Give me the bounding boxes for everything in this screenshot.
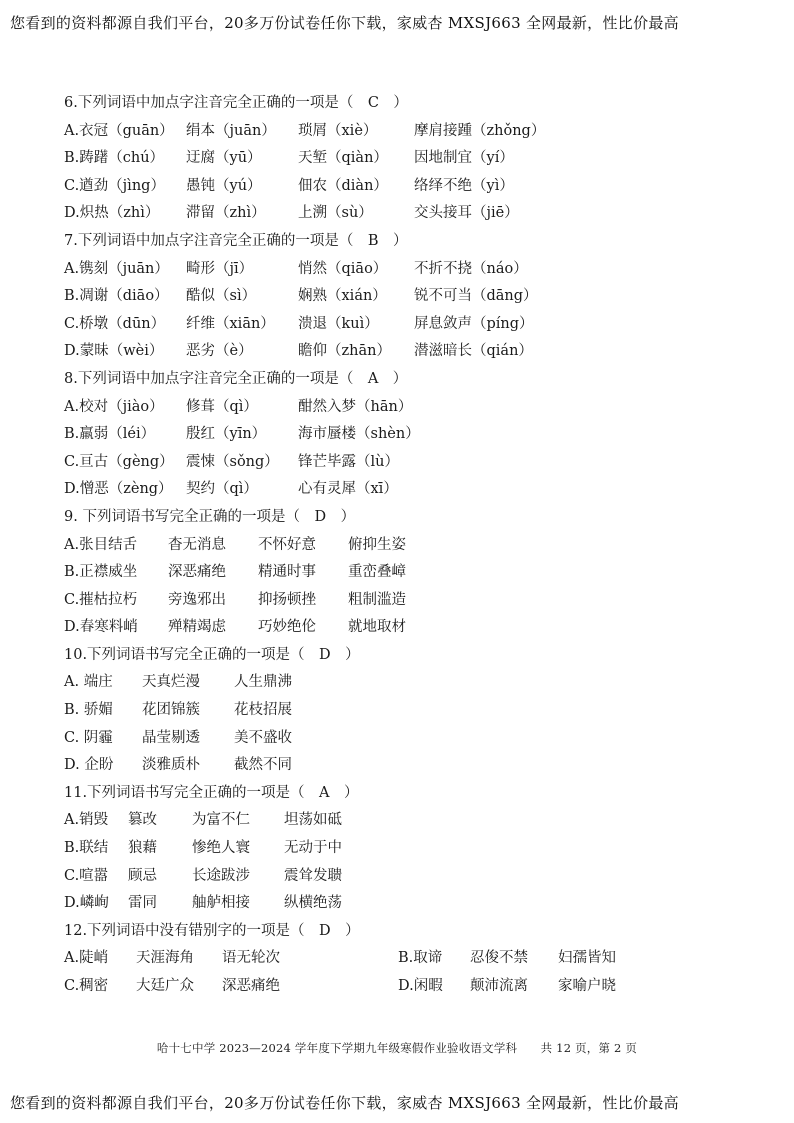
- question-stem: 8.下列词语中加点字注音完全正确的一项是（ A ）: [64, 370, 408, 387]
- option-word: 震耸发聩: [284, 867, 342, 884]
- option-word: 天真烂漫: [142, 674, 200, 691]
- option-word: B.联结: [64, 840, 109, 857]
- option-row: [64, 256, 744, 284]
- option-word: 顾忌: [128, 867, 157, 884]
- option-word: 恶劣（è）: [186, 343, 253, 360]
- option-row: [64, 669, 744, 697]
- option-word: 无动于中: [284, 840, 342, 857]
- option-word: B.踌躇（chú）: [64, 150, 165, 167]
- option-row: [64, 587, 744, 615]
- option-word: 酣然入梦（hān）: [298, 398, 413, 415]
- option-row: [64, 532, 744, 560]
- question-stem: 11.下列词语书写完全正确的一项是（ A ）: [64, 784, 359, 801]
- option-word: 截然不同: [234, 757, 292, 774]
- option-word: A.陡峭: [64, 950, 109, 967]
- option-word: 重峦叠嶂: [348, 564, 406, 581]
- option-word: 畸形（jī）: [186, 260, 254, 277]
- option-word: D.春寒料峭: [64, 619, 138, 636]
- option-word: 海市蜃楼（shèn）: [298, 426, 420, 443]
- option-word: 锐不可当（dāng）: [414, 288, 538, 305]
- option-word: 就地取材: [348, 619, 406, 636]
- option-word: 家喻户晓: [558, 978, 616, 994]
- option-word: 淡雅质朴: [142, 757, 200, 774]
- option-row: [64, 973, 744, 1001]
- option-word: C.喧嚣: [64, 867, 109, 884]
- option-word: 不折不挠（náo）: [414, 260, 528, 277]
- option-word: 忍俊不禁: [470, 950, 528, 967]
- option-row: [64, 421, 744, 449]
- option-word: 心有灵犀（xī）: [298, 481, 398, 498]
- option-word: 迂腐（yū）: [186, 150, 262, 167]
- option-word: 语无轮次: [222, 950, 280, 967]
- question-12: [64, 918, 744, 1001]
- question-stem: 10.下列词语书写完全正确的一项是（ D ）: [64, 646, 360, 663]
- option-word: 天堑（qiàn）: [298, 150, 388, 167]
- option-word: B.羸弱（léi）: [64, 426, 156, 443]
- question-stem: 9. 下列词语书写完全正确的一项是（ D ）: [64, 508, 356, 525]
- option-word: 为富不仁: [192, 812, 250, 829]
- option-word: C.桥墩（dūn）: [64, 315, 166, 332]
- option-word: 殚精竭虑: [168, 619, 226, 636]
- question-list: [64, 90, 744, 1001]
- option-word: D.憎恶（zèng）: [64, 481, 173, 498]
- option-row: [64, 118, 744, 146]
- option-word: 绢本（juān）: [186, 122, 276, 139]
- option-word: 悄然（qiāo）: [298, 260, 388, 277]
- option-row: [64, 890, 744, 918]
- option-row: [64, 283, 744, 311]
- option-row: [64, 394, 744, 422]
- option-word: B.取谛: [398, 950, 443, 967]
- option-word: 交头接耳（jiē）: [414, 205, 519, 222]
- option-word: 契约（qì）: [186, 481, 258, 498]
- option-word: D. 企盼: [64, 757, 114, 774]
- question-10: [64, 642, 744, 780]
- option-word: C.稠密: [64, 978, 109, 994]
- option-word: A.校对（jiào）: [64, 398, 164, 415]
- option-word: C.摧枯拉朽: [64, 591, 138, 608]
- option-row: [64, 697, 744, 725]
- option-word: 不怀好意: [258, 536, 316, 553]
- option-word: 巧妙绝伦: [258, 619, 316, 636]
- option-word: 潜滋暗长（qián）: [414, 343, 533, 360]
- option-word: 震悚（sǒng）: [186, 453, 279, 470]
- option-word: 晶莹剔透: [142, 729, 200, 746]
- option-word: 坦荡如砥: [284, 812, 342, 829]
- option-word: 篡改: [128, 812, 157, 829]
- option-word: 滞留（zhì）: [186, 205, 266, 222]
- question-7: [64, 228, 744, 366]
- option-word: D.蒙昧（wèi）: [64, 343, 164, 360]
- option-word: 深恶痛绝: [168, 564, 226, 581]
- question-stem: 6.下列词语中加点字注音完全正确的一项是（ C ）: [64, 95, 408, 111]
- option-word: 屏息敛声（píng）: [414, 315, 534, 332]
- option-row: [64, 311, 744, 339]
- option-row: [64, 145, 744, 173]
- bottom-banner: 您看到的资料都源自我们平台，20多万份试卷任你下载，家威杏 MXSJ663 全网最新，性比价最高: [10, 1094, 679, 1112]
- option-word: 雷同: [128, 895, 157, 912]
- option-row: [64, 173, 744, 201]
- option-word: 精通时事: [258, 564, 316, 581]
- option-word: 深恶痛绝: [222, 978, 280, 994]
- option-word: A.衣冠（guān）: [64, 122, 174, 139]
- option-word: A.张目结舌: [64, 536, 138, 553]
- option-word: 溃退（kuì）: [298, 315, 379, 332]
- option-word: 殷红（yīn）: [186, 426, 267, 443]
- option-word: 愚钝（yú）: [186, 177, 262, 194]
- question-6: [64, 90, 744, 228]
- option-row: [64, 559, 744, 587]
- option-word: 纵横绝荡: [284, 895, 342, 912]
- option-word: 美不盛收: [234, 729, 292, 746]
- option-word: 摩肩接踵（zhǒng）: [414, 122, 546, 139]
- option-row: [64, 945, 744, 973]
- option-row: [64, 725, 744, 753]
- question-8: [64, 366, 744, 504]
- page-footer: 哈十七中学 2023—2024 学年度下学期九年级寒假作业验收语文学科 共 12 页，第 2 页: [156, 1041, 638, 1055]
- option-word: 妇孺皆知: [558, 950, 616, 967]
- option-row: [64, 449, 744, 477]
- option-word: 抑扬顿挫: [258, 591, 316, 608]
- option-word: 瞻仰（zhān）: [298, 343, 391, 360]
- option-word: D.嶙峋: [64, 895, 109, 912]
- top-banner: 您看到的资料都源自我们平台，20多万份试卷任你下载，家威杏 MXSJ663 全网最新，性比价最高: [10, 14, 679, 32]
- option-word: 颠沛流离: [470, 978, 528, 994]
- option-word: 佃农（diàn）: [298, 177, 388, 194]
- option-word: 俯抑生姿: [348, 536, 406, 553]
- question-11: [64, 780, 744, 918]
- option-word: 狼藉: [128, 840, 157, 857]
- option-word: D.闲暇: [398, 978, 443, 994]
- option-row: [64, 338, 744, 366]
- option-word: 络绎不绝（yì）: [414, 177, 514, 194]
- option-word: 酷似（sì）: [186, 288, 257, 305]
- option-word: 上溯（sù）: [298, 205, 373, 222]
- option-word: 花团锦簇: [142, 702, 200, 719]
- option-word: 长途跋涉: [192, 867, 250, 884]
- option-word: 锋芒毕露（lù）: [298, 453, 399, 470]
- option-word: 大廷广众: [136, 978, 194, 994]
- option-row: [64, 835, 744, 863]
- option-row: [64, 614, 744, 642]
- option-word: 杳无消息: [168, 536, 226, 553]
- option-word: 人生鼎沸: [234, 674, 292, 691]
- option-word: 花枝招展: [234, 702, 292, 719]
- question-stem: 7.下列词语中加点字注音完全正确的一项是（ B ）: [64, 232, 408, 249]
- option-word: D.炽热（zhì）: [64, 205, 160, 222]
- option-word: 天涯海角: [136, 950, 194, 967]
- option-word: A.销毁: [64, 812, 109, 829]
- option-word: B.凋谢（diāo）: [64, 288, 169, 305]
- option-word: 因地制宜（yí）: [414, 150, 514, 167]
- option-row: [64, 200, 744, 228]
- option-word: C.遒劲（jìng）: [64, 177, 165, 194]
- option-row: [64, 863, 744, 891]
- question-9: [64, 504, 744, 642]
- option-word: 纤维（xiān）: [186, 315, 275, 332]
- option-word: A. 端庄: [64, 674, 113, 691]
- option-word: 惨绝人寰: [192, 840, 250, 857]
- option-word: C.亘古（gèng）: [64, 453, 174, 470]
- option-row: [64, 752, 744, 780]
- option-word: 旁逸邪出: [168, 591, 226, 608]
- option-word: 琐屑（xiè）: [298, 122, 378, 139]
- question-stem: 12.下列词语中没有错别字的一项是（ D ）: [64, 922, 360, 939]
- option-word: 舳舻相接: [192, 895, 250, 912]
- option-row: [64, 807, 744, 835]
- option-word: B.正襟威坐: [64, 564, 138, 581]
- option-word: C. 阴霾: [64, 729, 113, 746]
- option-row: [64, 476, 744, 504]
- option-word: 粗制滥造: [348, 591, 406, 608]
- option-word: 修葺（qì）: [186, 398, 258, 415]
- option-word: A.镌刻（juān）: [64, 260, 169, 277]
- option-word: 娴熟（xián）: [298, 288, 387, 305]
- option-word: B. 骄媚: [64, 702, 113, 719]
